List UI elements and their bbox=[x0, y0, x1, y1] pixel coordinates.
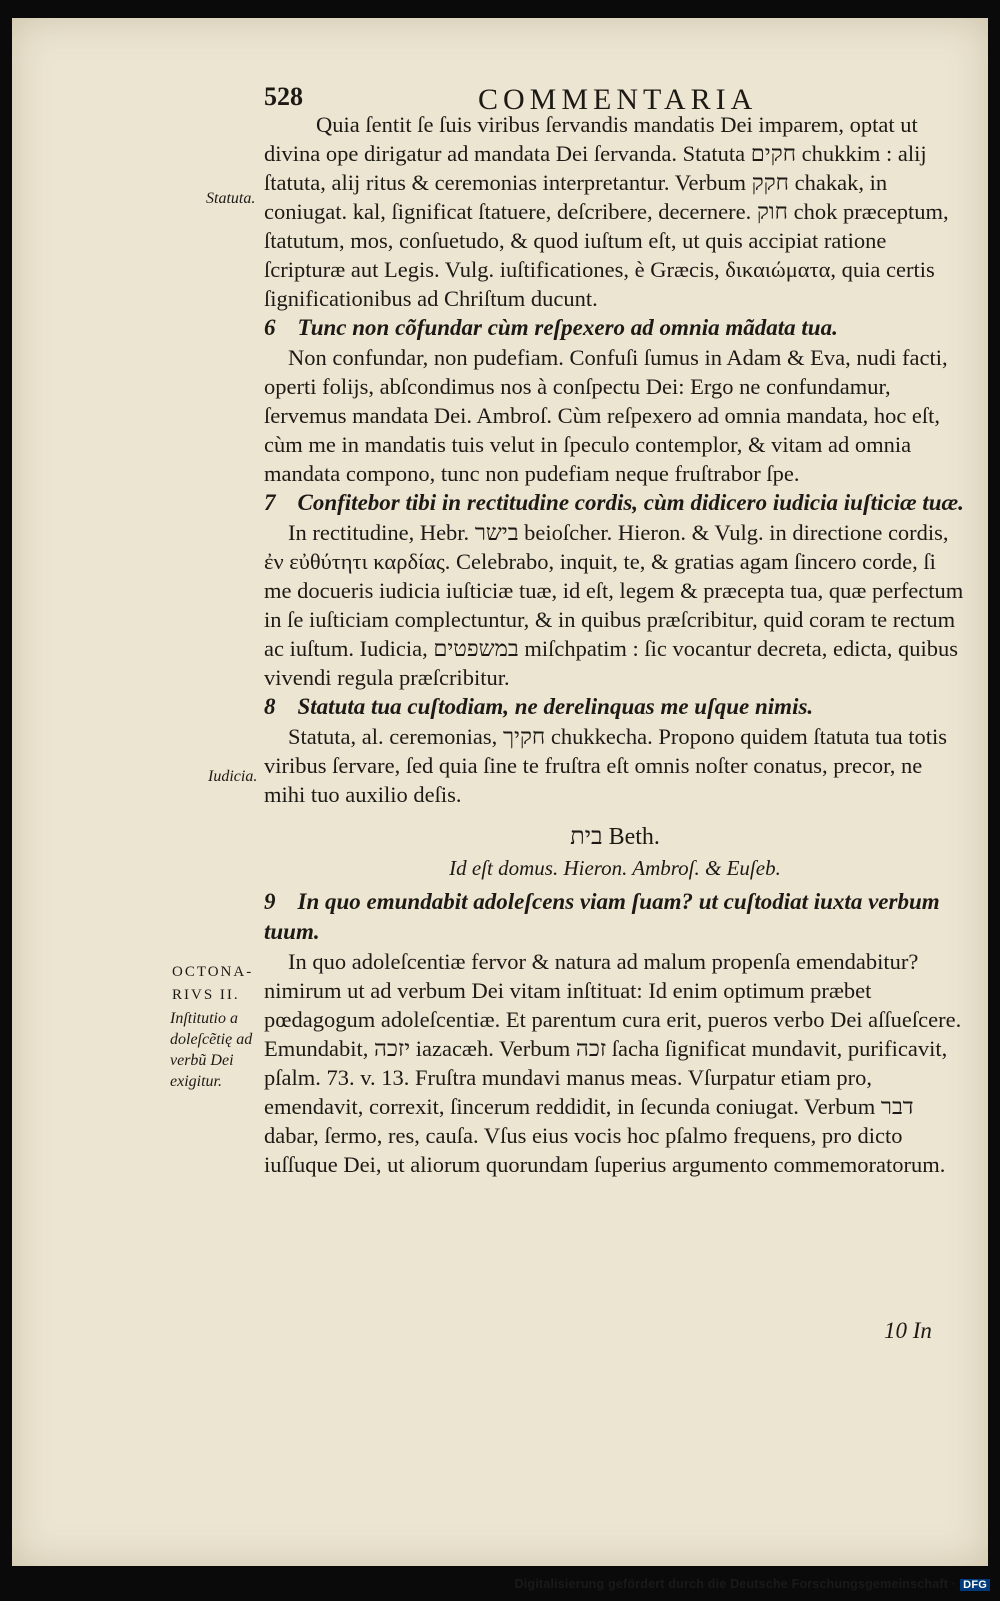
verse-text: Statuta tua cuſtodiam, ne derelinquas me uſque nimis. bbox=[297, 694, 814, 719]
verse-number: 6 bbox=[264, 315, 276, 340]
running-head: COMMENTARIA bbox=[478, 83, 758, 116]
verse-9 bbox=[264, 887, 966, 947]
section-heading-beth: בית Beth. bbox=[570, 824, 660, 850]
paragraph-rectitudine: In rectitudine, Hebr. בישר beioſcher. Hieron. & Vulg. in directione cordis, ἐν εὐθύτητι καρδίας. Celebrabo, inquit, te, & gratias agam ſincero corde, ſi me docueris iudicia iuſticiæ tuæ, id eſt, legem & præcepta tua, quæ perfectum in ſe iuſticiam complectuntur, & in quibus præſcribitur, quid coram te rectum ac iuſtum. Iudicia, במשפטים miſchpatim : ſic vocantur decreta, edicta, quibus vivendi regula præſcribitur. bbox=[264, 520, 964, 690]
margin-note-octonarius-line1: OCTONA- bbox=[172, 964, 254, 980]
paragraph-emundabit: In quo adoleſcentiæ fervor & natura ad malum propenſa emendabitur? nimirum ut ad verbum Dei vitam inſtituat: Id enim optimum præbet pœdagogum adoleſcentiæ. Et parentum cura erit, pueros verbo Dei aſſueſcere. Emundabit, יזכה iazacæh. Verbum זכה ſacha ſignificat mundavit, purificavit, pſalm. 73. v. 13. Fruſtra mundavi manus meas. Vſurpatur etiam pro, emendavit, correxit, ſincerum reddidit, in ſecunda coniugat. Verbum דבר dabar, ſermo, res, cauſa. Vſus eius vocis hoc pſalmo frequens, pro dicto iuſſuque Dei, ut aliorum quorundam ſuperius argumento commemoratorum. bbox=[264, 949, 962, 1177]
verse-number: 9 bbox=[264, 889, 276, 914]
verse-text: In quo emundabit adoleſcens viam ſuam? ut cuſtodiat iuxta verbum tuum. bbox=[264, 889, 940, 944]
section-subheading: Id eſt domus. Hieron. Ambroſ. & Euſeb. bbox=[449, 856, 781, 880]
verse-number: 7 bbox=[264, 490, 276, 515]
verse-text: Tunc non cõfundar cùm reſpexero ad omnia mãdata tua. bbox=[297, 315, 838, 340]
verse-number: 8 bbox=[264, 694, 276, 719]
paragraph-statuta-tua: Statuta, al. ceremonias, חקיך chukkecha. Propono quidem ſtatuta tua totis viribus ſervare, ſed quia ſine te fruſtra eſt omnis noſter conatus, precor, ne mihi tuo auxilio deſis. bbox=[264, 724, 948, 807]
margin-note-iudicia: Iudicia. bbox=[208, 768, 258, 785]
verse-7 bbox=[264, 488, 966, 518]
verse-8 bbox=[264, 692, 966, 722]
margin-note-statuta: Statuta. bbox=[206, 190, 256, 207]
dfg-logo: DFG bbox=[960, 1579, 990, 1591]
commentary-body bbox=[264, 110, 966, 1179]
page-number: 528 bbox=[264, 82, 303, 111]
paragraph-statuta: Quia ſentit ſe ſuis viribus ſervandis mandatis Dei imparem, optat ut divina ope dirigatur ad mandata Dei ſervanda. Statuta חקים chukkim : alij ſtatuta, alij ritus & ceremonias interpretantur. Verbum חקק chakak, in coniugat. kal, ſignificat ſtatuere, deſcribere, decernere. חוק chok præceptum, ſtatutum, mos, conſuetudo, & quod iuſtum eſt, ut quis accipiat ratione ſcripturæ aut Legis. Vulg. iuſtificationes, è Græcis, δικαιώματα, quia certis ſignificationibus ad Chriſtum ducunt. bbox=[264, 112, 949, 311]
margin-note-institutio-line1: Inſtitutio a bbox=[170, 1010, 238, 1027]
paragraph-confundar: Non confundar, non pudefiam. Confuſi ſumus in Adam & Eva, nudi facti, operti folijs, abſcondimus nos à conſpectu Dei: Ergo ne confundamur, ſervemus mandata Dei. Ambroſ. Cùm reſpexero ad omnia mandata, hoc eſt, cùm me in mandatis tuis velut in ſpeculo contemplor, & vitam ad omnia mandata compono, tunc non pudefiam neque fruſtrabor ſpe. bbox=[264, 345, 948, 486]
margin-note-institutio-line4: exigitur. bbox=[170, 1073, 222, 1090]
verse-6 bbox=[264, 313, 966, 343]
digitization-credit bbox=[515, 1577, 990, 1591]
verse-text: Confitebor tibi in rectitudine cordis, cùm didicero iudicia iuſticiæ tuæ. bbox=[297, 490, 964, 515]
margin-note-institutio-line3: verbũ Dei bbox=[170, 1052, 234, 1069]
margin-note-institutio-line2: doleſcẽtię ad bbox=[170, 1031, 253, 1048]
catchword: 10 In bbox=[884, 1318, 932, 1343]
margin-note-octonarius-line2: RIVS II. bbox=[172, 987, 240, 1003]
credit-text: Digitalisierung gefördert durch die Deutsche Forschungsgemeinschaft · bbox=[514, 1577, 957, 1591]
